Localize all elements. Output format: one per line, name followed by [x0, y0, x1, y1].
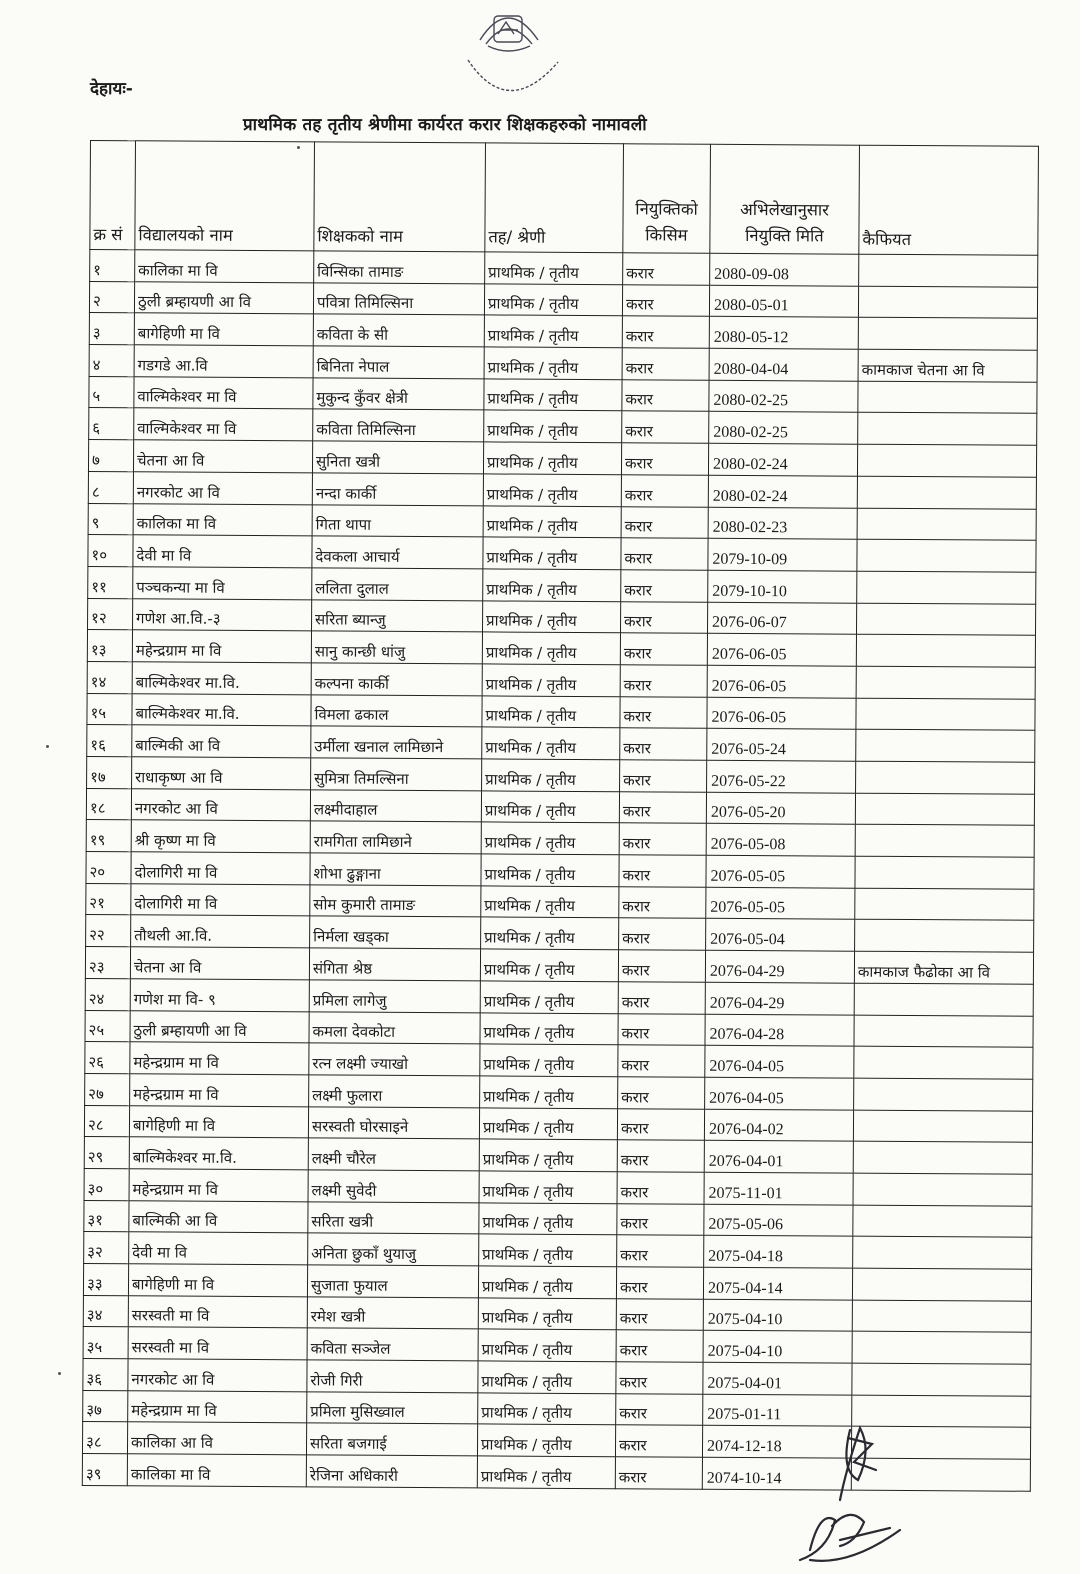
- header-sn: क्र सं: [90, 141, 136, 250]
- cell-kind: करार: [621, 570, 708, 602]
- cell-remarks: [852, 1268, 1031, 1301]
- cell-sn: ३८: [82, 1422, 127, 1454]
- cell-date: 2080-02-25: [709, 380, 858, 413]
- cell-remarks: [856, 730, 1035, 763]
- cell-school: तौथली आ.वि.: [131, 915, 310, 948]
- header-kind-line1: नियुक्तिको: [635, 199, 698, 219]
- municipality-seal-icon: [428, 0, 588, 118]
- cell-teacher: ललिता दुलाल: [312, 568, 483, 601]
- cell-sn: २७: [85, 1073, 130, 1105]
- cell-school: कालिका मा वि: [135, 250, 314, 283]
- cell-level: प्राथमिक / तृतीय: [484, 284, 622, 317]
- cell-kind: करार: [619, 918, 706, 950]
- cell-school: दोलागिरी मा वि: [131, 852, 310, 885]
- cell-kind: करार: [621, 538, 708, 570]
- cell-sn: २६: [85, 1042, 130, 1074]
- teachers-table: [82, 140, 1039, 1492]
- cell-kind: करार: [622, 348, 709, 380]
- cell-date: 2075-04-14: [703, 1267, 852, 1300]
- cell-school: देवी मा वि: [133, 535, 312, 568]
- cell-kind: करार: [623, 253, 710, 285]
- cell-kind: करार: [620, 696, 707, 728]
- cell-sn: १२: [88, 598, 133, 630]
- cell-date: 2075-11-01: [704, 1172, 853, 1205]
- cell-sn: ८: [88, 471, 133, 503]
- cell-school: राधाकृष्ण आ वि: [132, 757, 311, 790]
- cell-remarks: [856, 761, 1035, 794]
- annex-label: देहायः-: [90, 79, 133, 99]
- cell-sn: ९: [88, 503, 133, 535]
- cell-teacher: कविता के सी: [313, 314, 484, 347]
- cell-teacher: संगिता श्रेष्ठ: [309, 948, 480, 981]
- cell-sn: ४: [89, 345, 134, 377]
- header-school: विद्यालयको नाम: [135, 141, 315, 251]
- cell-date: 2080-02-25: [709, 412, 858, 445]
- header-remarks: कैफियत: [859, 145, 1039, 255]
- cell-kind: करार: [619, 886, 706, 918]
- cell-kind: करार: [616, 1330, 703, 1362]
- cell-sn: १८: [86, 788, 131, 820]
- cell-school: बागेहिणी मा वि: [128, 1264, 307, 1297]
- cell-kind: करार: [620, 728, 707, 760]
- cell-level: प्राथमिक / तृतीय: [480, 1076, 618, 1109]
- cell-level: प्राथमिक / तृतीय: [479, 1139, 617, 1172]
- cell-teacher: प्रमिला लागेजु: [309, 980, 480, 1013]
- cell-school: महेन्द्रग्राम मा वि: [132, 630, 311, 663]
- cell-level: प्राथमिक / तृतीय: [483, 569, 621, 602]
- cell-sn: २४: [85, 978, 130, 1010]
- cell-remarks: [859, 254, 1038, 287]
- cell-remarks: [856, 634, 1035, 667]
- cell-school: दोलागिरी मा वि: [131, 884, 310, 917]
- cell-remarks: [857, 539, 1036, 572]
- cell-teacher: रोजी गिरी: [307, 1360, 478, 1393]
- header-kind-line2: किसिम: [645, 225, 688, 245]
- cell-school: वाल्मिकेश्वर मा वि: [134, 408, 313, 441]
- cell-sn: २८: [84, 1105, 129, 1137]
- scan-speck: [58, 1372, 61, 1375]
- cell-level: प्राथमिक / तृतीय: [483, 505, 621, 538]
- header-date-line1: अभिलेखानुसार: [740, 199, 830, 220]
- cell-sn: १५: [87, 693, 132, 725]
- cell-remarks: [853, 1236, 1032, 1269]
- header-level: तह/ श्रेणी: [485, 143, 624, 253]
- cell-remarks: [858, 381, 1037, 414]
- cell-school: देवी मा वि: [129, 1232, 308, 1265]
- cell-school: महेन्द्रग्राम मा वि: [128, 1391, 307, 1424]
- cell-teacher: मुकुन्द कुँवर क्षेत्री: [313, 378, 484, 411]
- signature: [780, 1410, 910, 1570]
- cell-sn: १९: [86, 820, 131, 852]
- cell-level: प्राथमिक / तृतीय: [477, 1424, 615, 1457]
- cell-kind: करार: [617, 1172, 704, 1204]
- cell-remarks: [855, 825, 1034, 858]
- cell-kind: करार: [618, 950, 705, 982]
- cell-level: प्राथमिक / तृतीय: [482, 664, 620, 697]
- cell-date: 2076-04-01: [704, 1141, 853, 1174]
- cell-teacher: कमला देवकोटा: [309, 1011, 480, 1044]
- header-date-line2: नियुक्ति मिति: [745, 226, 824, 246]
- cell-kind: करार: [616, 1298, 703, 1330]
- cell-remarks: [856, 666, 1035, 699]
- cell-remarks: [855, 856, 1034, 889]
- cell-school: बागेहिणी मा वि: [134, 313, 313, 346]
- cell-level: प्राथमिक / तृतीय: [482, 696, 620, 729]
- cell-school: बाल्मिकी आ वि: [129, 1200, 308, 1233]
- cell-remarks: [855, 793, 1034, 826]
- cell-teacher: निर्मला खड्का: [310, 916, 481, 949]
- cell-level: प्राथमिक / तृतीय: [484, 347, 622, 380]
- cell-kind: करार: [620, 665, 707, 697]
- cell-school: गणेश मा वि- ९: [130, 979, 309, 1012]
- cell-level: प्राथमिक / तृतीय: [482, 759, 620, 792]
- cell-level: प्राथमिक / तृतीय: [482, 727, 620, 760]
- cell-level: प्राथमिक / तृतीय: [483, 442, 621, 475]
- cell-sn: ३५: [83, 1327, 128, 1359]
- cell-teacher: रमेश खत्री: [307, 1297, 478, 1330]
- cell-sn: १: [90, 250, 135, 282]
- cell-kind: करार: [618, 1077, 705, 1109]
- cell-kind: करार: [617, 1108, 704, 1140]
- cell-level: प्राथमिक / तृतीय: [481, 917, 619, 950]
- cell-teacher: रत्न लक्ष्मी ज्याखो: [309, 1043, 480, 1076]
- cell-school: बाल्मिकेश्वर मा.वि.: [132, 662, 311, 695]
- cell-date: 2076-06-05: [707, 634, 856, 667]
- cell-level: प्राथमिक / तृतीय: [478, 1266, 616, 1299]
- cell-level: प्राथमिक / तृतीय: [480, 1012, 618, 1045]
- cell-kind: करार: [616, 1267, 703, 1299]
- cell-kind: करार: [615, 1457, 702, 1489]
- cell-date: 2076-05-04: [706, 919, 855, 952]
- cell-school: गडगडे आ.वि: [134, 345, 313, 378]
- cell-sn: ३१: [84, 1200, 129, 1232]
- cell-teacher: विन्सिका तामाङ: [314, 251, 485, 284]
- cell-date: 2079-10-10: [708, 570, 857, 603]
- cell-date: 2076-04-28: [705, 1014, 854, 1047]
- cell-level: प्राथमिक / तृतीय: [478, 1298, 616, 1331]
- cell-teacher: सरस्वती घोरसाइने: [308, 1106, 479, 1139]
- cell-remarks: [856, 603, 1035, 636]
- cell-remarks: [854, 1046, 1033, 1079]
- cell-teacher: शोभा ढुङ्गाना: [310, 853, 481, 886]
- cell-level: प्राथमिक / तृतीय: [484, 315, 622, 348]
- cell-level: प्राथमिक / तृतीय: [484, 379, 622, 412]
- cell-school: कालिका मा वि: [133, 503, 312, 536]
- cell-level: प्राथमिक / तृतीय: [484, 410, 622, 443]
- cell-level: प्राथमिक / तृतीय: [477, 1456, 615, 1489]
- cell-sn: ११: [88, 566, 133, 598]
- cell-sn: २२: [86, 915, 131, 947]
- cell-date: 2076-05-05: [706, 855, 855, 888]
- cell-school: श्री कृष्ण मा वि: [131, 820, 310, 853]
- cell-teacher: सरिता खत्री: [308, 1201, 479, 1234]
- cell-sn: २: [89, 281, 134, 313]
- cell-teacher: प्रमिला मुसिख्वाल: [307, 1392, 478, 1425]
- cell-school: ठुली ब्रम्हायणी आ वि: [134, 281, 313, 314]
- cell-date: 2075-04-18: [704, 1236, 853, 1269]
- cell-level: प्राथमिक / तृतीय: [482, 632, 620, 665]
- cell-sn: २१: [86, 883, 131, 915]
- cell-remarks: कामकाज फैढोका आ वि: [854, 951, 1033, 984]
- cell-school: नगरकोट आ वि: [133, 472, 312, 505]
- cell-date: 2076-04-29: [705, 950, 854, 983]
- cell-level: प्राथमिक / तृतीय: [481, 854, 619, 887]
- cell-teacher: बिनिता नेपाल: [313, 346, 484, 379]
- cell-remarks: [854, 983, 1033, 1016]
- cell-kind: करार: [622, 411, 709, 443]
- cell-sn: ३: [89, 313, 134, 345]
- cell-date: 2076-05-20: [706, 792, 855, 825]
- cell-school: सरस्वती मा वि: [128, 1295, 307, 1328]
- scan-speck: [297, 146, 300, 149]
- cell-date: 2076-04-05: [705, 1045, 854, 1078]
- cell-school: बाल्मिकी आ वि: [132, 725, 311, 758]
- cell-sn: ३४: [83, 1295, 128, 1327]
- cell-date: 2076-06-05: [707, 697, 856, 730]
- header-date: [710, 144, 860, 254]
- cell-teacher: रामगिता लामिछाने: [310, 821, 481, 854]
- cell-sn: २३: [85, 947, 130, 979]
- cell-kind: करार: [615, 1425, 702, 1457]
- cell-level: प्राथमिक / तृतीय: [483, 600, 621, 633]
- cell-sn: ३७: [83, 1390, 128, 1422]
- cell-date: 2080-02-24: [708, 443, 857, 476]
- cell-date: 2080-05-12: [709, 317, 858, 350]
- cell-level: प्राथमिक / तृतीय: [481, 791, 619, 824]
- cell-teacher: लक्ष्मी चौरेल: [308, 1138, 479, 1171]
- cell-school: महेन्द्रग्राम मा वि: [130, 1074, 309, 1107]
- cell-kind: करार: [618, 982, 705, 1014]
- cell-sn: २०: [86, 852, 131, 884]
- cell-teacher: विमला ढकाल: [311, 694, 482, 727]
- cell-remarks: [854, 1015, 1033, 1048]
- cell-level: प्राथमिक / तृतीय: [481, 886, 619, 919]
- cell-date: 2080-09-08: [710, 253, 859, 286]
- cell-kind: करार: [616, 1362, 703, 1394]
- cell-date: 2076-04-29: [705, 982, 854, 1015]
- cell-remarks: [852, 1363, 1031, 1396]
- cell-level: प्राथमिक / तृतीय: [478, 1361, 616, 1394]
- cell-kind: करार: [618, 1045, 705, 1077]
- cell-school: सरस्वती मा वि: [128, 1327, 307, 1360]
- cell-date: 2076-04-05: [705, 1077, 854, 1110]
- cell-sn: १४: [87, 661, 132, 693]
- cell-school: कालिका आ वि: [127, 1422, 306, 1455]
- cell-sn: ६: [89, 408, 134, 440]
- cell-remarks: कामकाज चेतना आ वि: [858, 349, 1037, 382]
- cell-kind: करार: [622, 284, 709, 316]
- cell-sn: ३०: [84, 1168, 129, 1200]
- cell-level: प्राथमिक / तृतीय: [479, 1234, 617, 1267]
- cell-remarks: [853, 1141, 1032, 1174]
- cell-remarks: [857, 476, 1036, 509]
- cell-remarks: [852, 1300, 1031, 1333]
- cell-level: प्राथमिक / तृतीय: [480, 949, 618, 982]
- cell-kind: करार: [616, 1393, 703, 1425]
- cell-school: नगरकोट आ वि: [128, 1359, 307, 1392]
- cell-school: नगरकोट आ वि: [131, 788, 310, 821]
- cell-level: प्राथमिक / तृतीय: [485, 252, 623, 285]
- cell-remarks: [853, 1110, 1032, 1143]
- cell-teacher: रेजिना अधिकारी: [306, 1455, 477, 1488]
- cell-sn: १०: [88, 535, 133, 567]
- cell-teacher: उर्मीला खनाल लामिछाने: [311, 726, 482, 759]
- cell-school: कालिका मा वि: [127, 1454, 306, 1487]
- cell-school: चेतना आ वि: [133, 440, 312, 473]
- cell-level: प्राथमिक / तृतीय: [481, 822, 619, 855]
- cell-level: प्राथमिक / तृतीय: [478, 1393, 616, 1426]
- cell-date: 2076-05-24: [707, 729, 856, 762]
- cell-teacher: सोम कुमारी तामाङ: [310, 885, 481, 918]
- cell-school: बाल्मिकेश्वर मा.वि.: [132, 693, 311, 726]
- cell-date: 2075-04-10: [703, 1331, 852, 1364]
- cell-kind: करार: [621, 443, 708, 475]
- cell-remarks: [857, 444, 1036, 477]
- cell-school: बाल्मिकेश्वर मा.वि.: [129, 1137, 308, 1170]
- cell-kind: करार: [620, 633, 707, 665]
- cell-kind: करार: [617, 1203, 704, 1235]
- cell-kind: करार: [620, 760, 707, 792]
- cell-teacher: कविता तिमिल्सिना: [313, 409, 484, 442]
- cell-teacher: सरिता ब्यान्जु: [312, 599, 483, 632]
- cell-school: बागेहिणी मा वि: [129, 1105, 308, 1138]
- cell-sn: ३२: [84, 1232, 129, 1264]
- cell-kind: करार: [617, 1235, 704, 1267]
- cell-teacher: कविता सञ्जेल: [307, 1328, 478, 1361]
- cell-teacher: सुनिता खत्री: [312, 441, 483, 474]
- cell-kind: करार: [620, 601, 707, 633]
- cell-teacher: सरिता बजगाई: [306, 1423, 477, 1456]
- cell-remarks: [852, 1332, 1031, 1365]
- cell-remarks: [857, 571, 1036, 604]
- cell-remarks: [858, 413, 1037, 446]
- cell-school: चेतना आ वि: [130, 947, 309, 980]
- cell-date: 2080-02-23: [708, 507, 857, 540]
- header-kind: [623, 144, 711, 254]
- cell-teacher: नन्दा कार्की: [312, 473, 483, 506]
- cell-date: 2075-05-06: [704, 1204, 853, 1237]
- cell-date: 2074-12-18: [702, 1426, 851, 1459]
- cell-teacher: सुमित्रा तिमल्सिना: [311, 758, 482, 791]
- cell-date: 2080-04-04: [709, 348, 858, 381]
- cell-kind: करार: [619, 855, 706, 887]
- cell-kind: करार: [619, 791, 706, 823]
- cell-kind: करार: [622, 380, 709, 412]
- cell-date: 2075-01-11: [703, 1394, 852, 1427]
- cell-teacher: सानु कान्छी धांजु: [311, 631, 482, 664]
- cell-remarks: [853, 1173, 1032, 1206]
- cell-sn: २९: [84, 1137, 129, 1169]
- cell-date: 2080-05-01: [709, 285, 858, 318]
- cell-sn: २५: [85, 1010, 130, 1042]
- cell-date: 2075-04-10: [703, 1299, 852, 1332]
- cell-sn: १६: [87, 725, 132, 757]
- cell-kind: करार: [617, 1140, 704, 1172]
- cell-level: प्राथमिक / तृतीय: [479, 1107, 617, 1140]
- cell-school: ठुली ब्रम्हायणी आ वि: [130, 1010, 309, 1043]
- cell-level: प्राथमिक / तृतीय: [479, 1203, 617, 1236]
- cell-date: 2074-10-14: [702, 1457, 851, 1490]
- cell-teacher: लक्ष्मी सुवेदी: [308, 1170, 479, 1203]
- cell-level: प्राथमिक / तृतीय: [483, 537, 621, 570]
- cell-level: प्राथमिक / तृतीय: [480, 1044, 618, 1077]
- cell-school: गणेश आ.वि.-३: [133, 598, 312, 631]
- page-title: प्राथमिक तह तृतीय श्रेणीमा कार्यरत करार शिक्षकहरुको नामावली: [243, 115, 647, 135]
- cell-remarks: [853, 1205, 1032, 1238]
- cell-school: महेन्द्रग्राम मा वि: [129, 1169, 308, 1202]
- cell-sn: ५: [89, 376, 134, 408]
- cell-date: 2075-04-01: [703, 1362, 852, 1395]
- cell-level: प्राथमिक / तृतीय: [480, 981, 618, 1014]
- cell-remarks: [858, 286, 1037, 319]
- cell-kind: करार: [622, 316, 709, 348]
- cell-school: वाल्मिकेश्वर मा वि: [134, 377, 313, 410]
- cell-remarks: [855, 920, 1034, 953]
- cell-teacher: कल्पना कार्की: [311, 663, 482, 696]
- cell-remarks: [856, 698, 1035, 731]
- cell-level: प्राथमिक / तृतीय: [483, 474, 621, 507]
- cell-date: 2076-05-22: [707, 760, 856, 793]
- cell-teacher: लक्ष्मी फुलारा: [309, 1075, 480, 1108]
- cell-level: प्राथमिक / तृतीय: [478, 1329, 616, 1362]
- table-header-row: [90, 141, 1039, 256]
- scan-speck: [46, 745, 49, 748]
- cell-sn: ७: [88, 440, 133, 472]
- cell-date: 2076-06-07: [707, 602, 856, 635]
- cell-date: 2080-02-24: [708, 475, 857, 508]
- cell-sn: ३९: [82, 1454, 127, 1486]
- cell-date: 2076-05-05: [706, 887, 855, 920]
- cell-remarks: [855, 888, 1034, 921]
- cell-teacher: पवित्रा तिमिल्सिना: [313, 283, 484, 316]
- cell-school: महेन्द्रग्राम मा वि: [130, 1042, 309, 1075]
- cell-date: 2076-04-02: [704, 1109, 853, 1142]
- cell-teacher: अनिता छुकाँ थुयाजु: [308, 1233, 479, 1266]
- cell-teacher: लक्ष्मीदाहाल: [310, 790, 481, 823]
- cell-kind: करार: [621, 506, 708, 538]
- cell-kind: करार: [618, 1013, 705, 1045]
- cell-kind: करार: [619, 823, 706, 855]
- cell-remarks: [857, 508, 1036, 541]
- header-teacher: शिक्षकको नाम: [314, 142, 486, 252]
- cell-remarks: [854, 1078, 1033, 1111]
- cell-level: प्राथमिक / तृतीय: [479, 1171, 617, 1204]
- cell-teacher: सुजाता फुयाल: [307, 1265, 478, 1298]
- cell-date: 2079-10-09: [708, 538, 857, 571]
- cell-sn: ३६: [83, 1359, 128, 1391]
- cell-remarks: [858, 318, 1037, 351]
- cell-sn: १७: [87, 756, 132, 788]
- cell-sn: ३३: [83, 1263, 128, 1295]
- cell-date: 2076-06-05: [707, 665, 856, 698]
- cell-sn: १३: [87, 630, 132, 662]
- cell-school: पञ्चकन्या मा वि: [133, 567, 312, 600]
- cell-kind: करार: [621, 475, 708, 507]
- cell-date: 2076-05-08: [706, 824, 855, 857]
- cell-teacher: देवकला आचार्य: [312, 536, 483, 569]
- cell-teacher: गिता थापा: [312, 504, 483, 537]
